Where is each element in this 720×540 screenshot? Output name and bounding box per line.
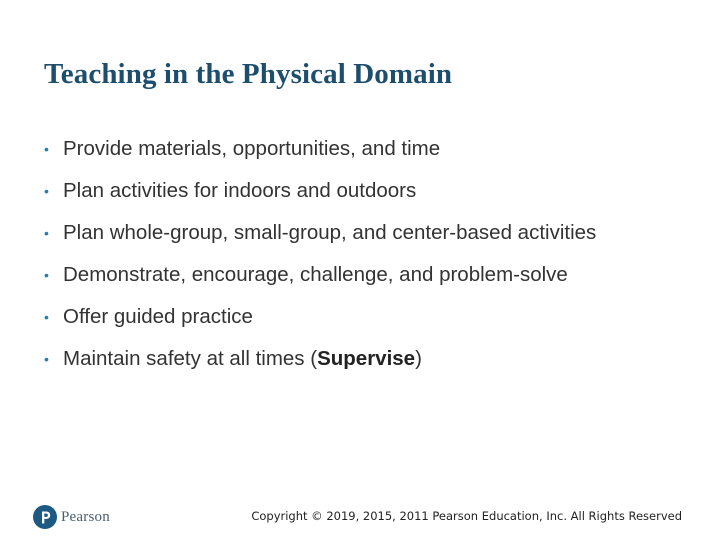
bullet-dot-icon: • [44,267,49,283]
bullet-text: Provide materials, opportunities, and time [63,137,441,160]
bullet-dot-icon: • [44,225,49,241]
bullet-item [44,304,684,330]
pearson-logo [33,504,110,530]
pearson-p-icon [33,505,57,529]
bullet-item [44,178,684,204]
bullet-text [63,347,422,370]
bullet-dot-icon: • [44,309,49,325]
bullet-item [44,262,684,288]
bullet-dot-icon: • [44,141,49,157]
bullet-item [44,346,684,372]
slide-title: Teaching in the Physical Domain [44,58,453,90]
bullet-text: Demonstrate, encourage, challenge, and problem-solve [63,263,568,286]
bullet-text: Offer guided practice [63,305,253,328]
bullet-text-after: ) [415,347,422,370]
copyright-notice: Copyright © 2019, 2015, 2011 Pearson Education, Inc. All Rights Reserved [251,509,682,523]
bullet-dot-icon: • [44,183,49,199]
bullet-dot-icon: • [44,351,49,367]
bullet-text-emphasis: Supervise [317,347,416,370]
bullet-list [44,136,684,388]
pearson-wordmark: Pearson [61,508,110,525]
bullet-text-before: Maintain safety at all times ( [63,347,318,370]
bullet-text: Plan activities for indoors and outdoors [63,179,417,202]
bullet-text: Plan whole-group, small-group, and center-based activities [63,221,597,244]
bullet-item [44,220,684,246]
bullet-item [44,136,684,162]
